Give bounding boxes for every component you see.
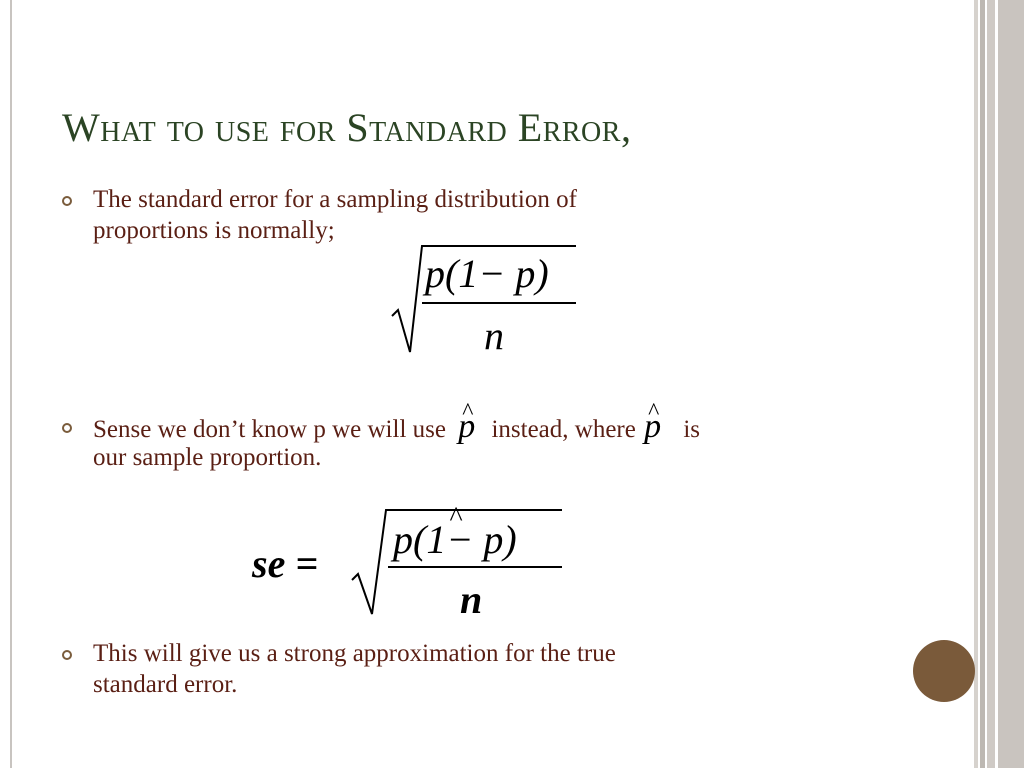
left-border-line <box>10 0 12 768</box>
bullet-2-line-2: our sample proportion. <box>93 444 322 471</box>
formula-1-denominator: n <box>484 313 504 358</box>
formula-2-denominator: n <box>460 577 483 622</box>
slide-title: What to use for Standard Error, <box>62 105 632 150</box>
p-hat-symbol: ^ p <box>458 411 475 442</box>
bullet-icon <box>62 196 72 206</box>
bullet-3-line-2: standard error. <box>93 671 238 698</box>
right-decorative-stripes <box>974 0 1024 768</box>
formula-1-numerator: p(1− p) <box>425 251 549 296</box>
decorative-circle <box>913 640 975 702</box>
bullet-2-line-1c: is <box>683 416 701 443</box>
formula-2-numerator-text: ^ p(1− p) <box>393 516 517 563</box>
p-hat-symbol: ^ p <box>644 411 661 442</box>
bullet-icon <box>62 423 72 433</box>
bullet-2-line-1b: instead, where <box>491 416 636 443</box>
bullet-icon <box>62 650 72 660</box>
bullet-2-text <box>93 408 701 473</box>
bullet-1-line-2: proportions is normally; <box>93 217 335 244</box>
bullet-2-line-1a: Sense we don’t know p we will use <box>93 416 446 443</box>
formula-2-lhs: se = <box>252 541 319 586</box>
formula-2-fraction-bar <box>388 566 562 568</box>
bullet-1-text <box>93 184 577 246</box>
bullet-3-line-1: This will give us a strong approximation for the true <box>93 640 616 667</box>
formula-1-fraction-bar <box>422 302 576 304</box>
bullet-3-text <box>93 638 616 700</box>
bullet-1-line-1: The standard error for a sampling distribution of <box>93 186 577 213</box>
formula-2-numerator <box>393 516 517 563</box>
